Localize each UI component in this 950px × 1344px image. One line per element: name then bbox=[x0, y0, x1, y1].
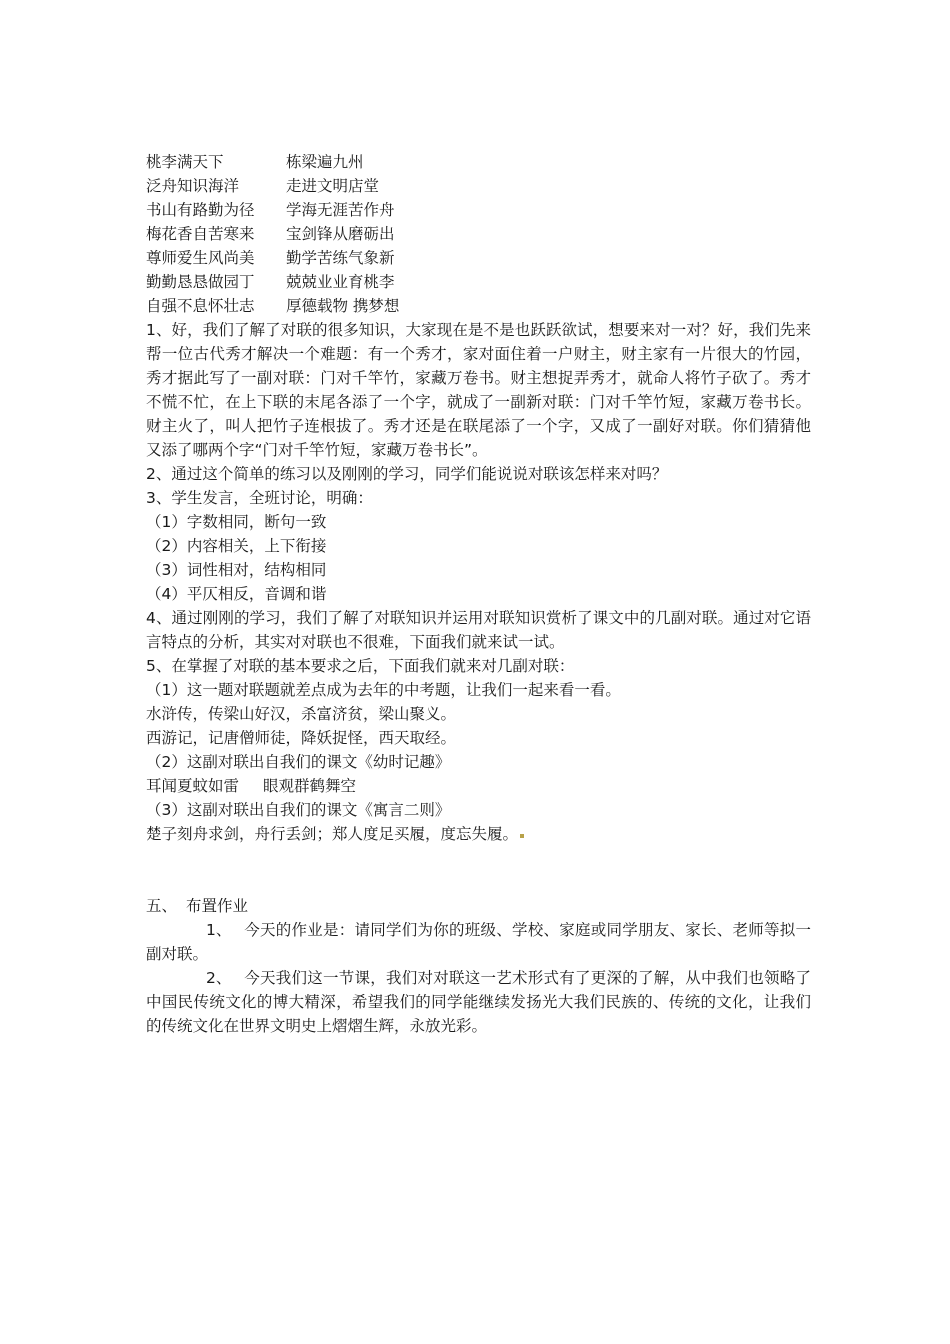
exercise-2-couplet bbox=[146, 774, 811, 798]
couplet-second-line: 兢兢业业育桃李 bbox=[286, 273, 395, 291]
exercise-3-couplet bbox=[146, 822, 811, 846]
couplet-first-line: 梅花香自苦寒来 bbox=[146, 225, 255, 243]
exercise-2-intro: （2）这副对联出自我们的课文《幼时记趣》 bbox=[146, 753, 451, 771]
step-5-paragraph: 5、在掌握了对联的基本要求之后，下面我们就来对几副对联： bbox=[146, 657, 575, 675]
couplet-row bbox=[146, 246, 811, 270]
couplet-list bbox=[146, 150, 811, 318]
couplet-second-line: 栋梁遍九州 bbox=[286, 153, 364, 171]
step-4-paragraph: 4、通过刚刚的学习，我们了解了对联知识并运用对联知识赏析了课文中的几副对联。通过对它语言特点的分析，其实对对联也不很难，下面我们就来试一试。 bbox=[146, 609, 811, 651]
homework-item-number: 2、 bbox=[206, 969, 232, 987]
couplet-second-line: 走进文明店堂 bbox=[286, 177, 380, 195]
couplet-second-line: 勤学苦练气象新 bbox=[286, 249, 395, 267]
stray-mark bbox=[520, 834, 524, 838]
section-number: 五、 bbox=[146, 897, 178, 915]
homework-item-text: 今天的作业是：请同学们为你的班级、学校、家庭或同学朋友、家长、老师等拟一副对联。 bbox=[146, 921, 811, 963]
section-spacer bbox=[146, 846, 811, 894]
document-body bbox=[146, 150, 811, 1038]
couplet-second-line: 厚德载物 携梦想 bbox=[286, 297, 400, 315]
exercise-1-intro: （1）这一题对联题就差点成为去年的中考题，让我们一起来看一看。 bbox=[146, 681, 621, 699]
couplet-first-line: 自强不息怀壮志 bbox=[146, 297, 255, 315]
rule-item: （1）字数相同，断句一致 bbox=[146, 513, 327, 531]
section-title: 布置作业 bbox=[186, 897, 249, 915]
rule-item: （2）内容相关，上下衔接 bbox=[146, 537, 327, 555]
exercise-3-intro: （3）这副对联出自我们的课文《寓言二则》 bbox=[146, 801, 451, 819]
couplet-row bbox=[146, 294, 811, 318]
step-3-paragraph: 3、学生发言，全班讨论，明确： bbox=[146, 489, 373, 507]
step-2-paragraph: 2、通过这个简单的练习以及刚刚的学习，同学们能说说对联该怎样来对吗？ bbox=[146, 465, 668, 483]
couplet-row bbox=[146, 270, 811, 294]
exercise-2-first-line: 耳闻夏蚊如雷 bbox=[146, 777, 240, 795]
couplet-first-line: 桃李满天下 bbox=[146, 153, 224, 171]
rule-item: （3）词性相对，结构相同 bbox=[146, 561, 327, 579]
couplet-row bbox=[146, 198, 811, 222]
couplet-row bbox=[146, 150, 811, 174]
couplet-second-line: 宝剑锋从磨砺出 bbox=[286, 225, 395, 243]
exercise-3-text: 楚子刻舟求剑，舟行丢剑；郑人度足买履，度忘失履。 bbox=[146, 825, 519, 843]
homework-item-text: 今天我们这一节课，我们对对联这一艺术形式有了更深的了解，从中我们也领略了中国民传统文化的博大精深，希望我们的同学能继续发扬光大我们民族的、传统的文化，让我们的传统文化在世界文明史上熠熠生辉，永放光彩。 bbox=[146, 969, 811, 1035]
couplet-first-line: 书山有路勤为径 bbox=[146, 201, 255, 219]
section-heading bbox=[146, 894, 811, 918]
homework-item-number: 1、 bbox=[206, 921, 232, 939]
exercise-1-second-line: 西游记，记唐僧师徒，降妖捉怪，西天取经。 bbox=[146, 729, 457, 747]
exercise-2-second-line: 眼观群鹤舞空 bbox=[263, 777, 357, 795]
couplet-row bbox=[146, 174, 811, 198]
couplet-first-line: 勤勤恳恳做园丁 bbox=[146, 273, 255, 291]
couplet-second-line: 学海无涯苦作舟 bbox=[286, 201, 395, 219]
couplet-first-line: 尊师爱生风尚美 bbox=[146, 249, 255, 267]
exercise-1-first-line: 水浒传，传梁山好汉，杀富济贫，梁山聚义。 bbox=[146, 705, 457, 723]
homework-item-1 bbox=[146, 918, 811, 966]
step-1-paragraph: 1、好，我们了解了对联的很多知识，大家现在是不是也跃跃欲试，想要来对一对？好，我们先来帮一位古代秀才解决一个难题：有一个秀才，家对面住着一户财主，财主家有一片很大的竹园，秀才据此写了一副对联：门对千竿竹，家藏万卷书。财主想捉弄秀才，就命人将竹子砍了。秀才不慌不忙，在上下联的末尾各添了一个字，就成了一副新对联：门对千竿竹短，家藏万卷书长。财主火了，叫人把竹子连根拔了。秀才还是在联尾添了一个字，又成了一副好对联。你们猜猜他又添了哪两个字“门对千竿竹短，家藏万卷书长”。 bbox=[146, 321, 811, 459]
rule-item: （4）平仄相反，音调和谐 bbox=[146, 585, 327, 603]
couplet-first-line: 泛舟知识海洋 bbox=[146, 177, 240, 195]
homework-item-2 bbox=[146, 966, 811, 1038]
couplet-row bbox=[146, 222, 811, 246]
rules-list bbox=[146, 510, 811, 606]
